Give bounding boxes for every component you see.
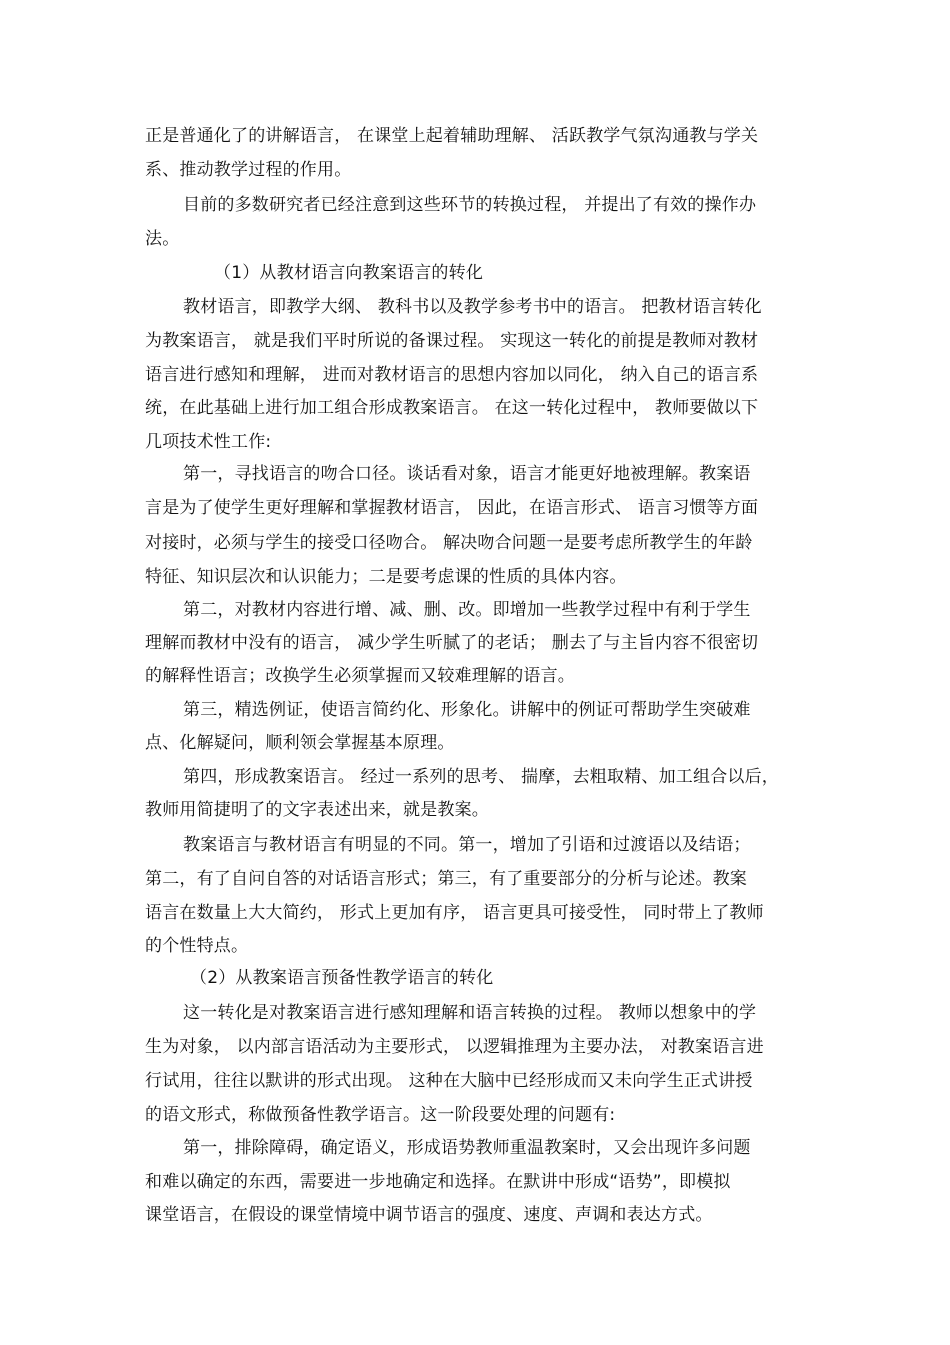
section-heading: （1）从教材语言向教案语言的转化 [214,263,484,283]
text-line: 法。 [145,229,180,249]
text-line: 第三，精选例证，使语言简约化、形象化。讲解中的例证可帮助学生突破难 [183,700,751,720]
text-line: 理解而教材中没有的语言， 减少学生听腻了的老话； 删去了与主旨内容不很密切 [145,633,759,653]
text-line: 正是普通化了的讲解语言， 在课堂上起着辅助理解、 活跃教学气氛沟通教与学关 [145,126,759,146]
text-line: 言是为了使学生更好理解和掌握教材语言， 因此，在语言形式、 语言习惯等方面 [145,498,759,518]
text-line: 课堂语言，在假设的课堂情境中调节语言的强度、速度、声调和表达方式。 [145,1205,713,1225]
text-line: 的个性特点。 [145,936,249,956]
text-line: 语言进行感知和理解， 进而对教材语言的思想内容加以同化， 纳入自己的语言系 [145,365,759,385]
text-line: 第一，排除障碍，确定语义，形成语势教师重温教案时，又会出现许多问题 [183,1138,751,1158]
text-line: 教案语言与教材语言有明显的不同。第一，增加了引语和过渡语以及结语； [183,835,751,855]
text-line: 目前的多数研究者已经注意到这些环节的转换过程， 并提出了有效的操作办 [183,195,757,215]
text-line: 语言在数量上大大简约， 形式上更加有序， 语言更具可接受性， 同时带上了教师 [145,903,764,923]
text-line: 第四，形成教案语言。 经过一系列的思考、 揣摩，去粗取精、加工组合以后， [183,767,780,787]
text-line: 第二，对教材内容进行增、减、删、改。即增加一些教学过程中有利于学生 [183,600,751,620]
text-line: 系、推动教学过程的作用。 [145,160,352,180]
text-line: 对接时，必须与学生的接受口径吻合。 解决吻合问题一是要考虑所教学生的年龄 [145,533,753,553]
text-line: 特征、知识层次和认识能力；二是要考虑课的性质的具体内容。 [145,567,627,587]
section-heading: （2）从教案语言预备性教学语言的转化 [190,968,494,988]
text-line: 教材语言，即教学大纲、 教科书以及教学参考书中的语言。 把教材语言转化 [183,297,762,317]
text-line: 这一转化是对教案语言进行感知理解和语言转换的过程。 教师以想象中的学 [183,1003,757,1023]
text-line: 第一，寻找语言的吻合口径。谈话看对象，语言才能更好地被理解。教案语 [183,464,751,484]
text-line: 为教案语言， 就是我们平时所说的备课过程。 实现这一转化的前提是教师对教材 [145,331,759,351]
text-line: 统，在此基础上进行加工组合形成教案语言。 在这一转化过程中， 教师要做以下 [145,398,759,418]
text-line: 教师用简捷明了的文字表述出来，就是教案。 [145,800,489,820]
text-line: 的语文形式，称做预备性教学语言。这一阶段要处理的问题有: [145,1105,616,1125]
text-line: 行试用，往往以默讲的形式出现。 这种在大脑中已经形成而又未向学生正式讲授 [145,1071,753,1091]
text-line: 几项技术性工作: [145,432,272,452]
text-line: 的解释性语言；改换学生必须掌握而又较难理解的语言。 [145,666,575,686]
text-line: 生为对象， 以内部言语活动为主要形式， 以逻辑推理为主要办法， 对教案语言进 [145,1037,764,1057]
text-line: 第二，有了自问自答的对话语言形式；第三，有了重要部分的分析与论述。教案 [145,869,747,889]
text-line: 点、化解疑问，顺利领会掌握基本原理。 [145,733,455,753]
text-line: 和难以确定的东西，需要进一步地确定和选择。在默讲中形成“语势”，即模拟 [145,1172,731,1192]
